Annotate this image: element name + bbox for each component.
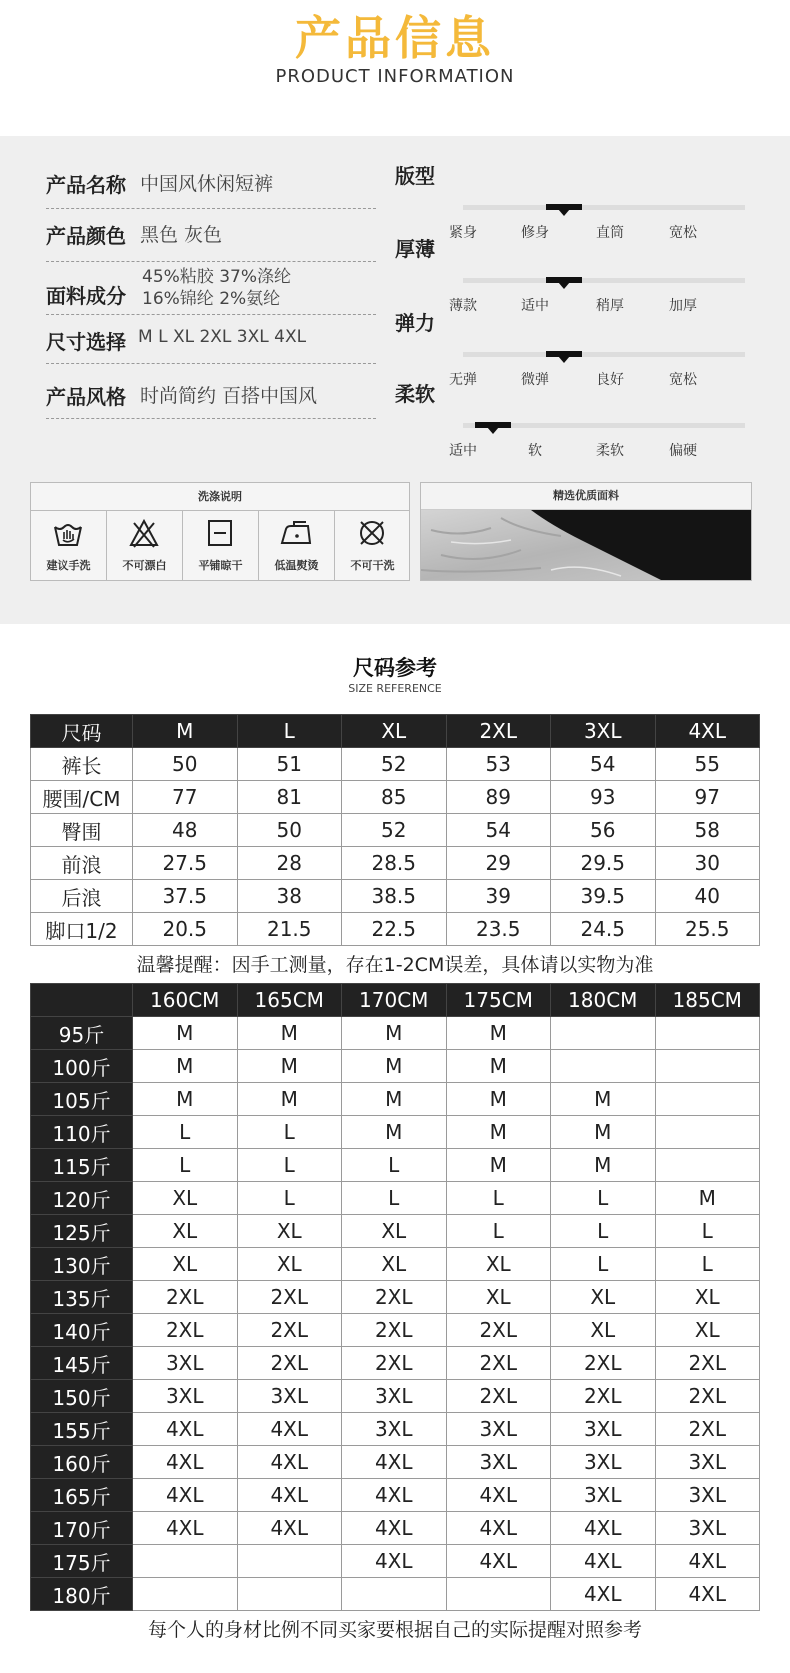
table-row [31, 1083, 760, 1116]
table-cell: L [237, 1182, 342, 1215]
table-cell: 27.5 [133, 847, 238, 880]
table-cell: 55 [655, 748, 760, 781]
table-cell: 3XL [551, 1446, 656, 1479]
table-cell [342, 1578, 447, 1611]
table-cell: 4XL [133, 1512, 238, 1545]
table-row [31, 1314, 760, 1347]
table-cell: 3XL [551, 1413, 656, 1446]
table-cell: 3XL [655, 1446, 760, 1479]
washing-title: 洗涤说明 [31, 483, 409, 511]
scale-label: 适中 [521, 298, 549, 314]
scale-softness [395, 378, 755, 459]
attr-key: 面料成分 [46, 284, 126, 308]
table-cell: 4XL [342, 1446, 447, 1479]
fabric-image [421, 510, 751, 580]
row-header: 125斤 [31, 1215, 133, 1248]
table-row [31, 1149, 760, 1182]
table-cell: M [551, 1116, 656, 1149]
table-row [31, 880, 760, 913]
table-cell: 2XL [551, 1380, 656, 1413]
scale-label: 良好 [596, 372, 624, 388]
table-cell: M [133, 1083, 238, 1116]
attr-value: M L XL 2XL 3XL 4XL [138, 327, 307, 347]
table-cell: 4XL [237, 1413, 342, 1446]
table-cell [446, 1578, 551, 1611]
table-cell: 4XL [655, 1545, 760, 1578]
table-cell: 24.5 [551, 913, 656, 946]
table-cell: M [342, 1083, 447, 1116]
column-header: 160CM [133, 984, 238, 1017]
table-cell: 4XL [342, 1545, 447, 1578]
column-header: L [237, 715, 342, 748]
table-cell: 4XL [133, 1479, 238, 1512]
table-row [31, 1116, 760, 1149]
table-cell: 4XL [342, 1512, 447, 1545]
wash-label: 不可干洗 [350, 559, 395, 572]
wash-item [183, 511, 259, 580]
row-header: 脚口1/2 [31, 913, 133, 946]
table-cell: 2XL [133, 1314, 238, 1347]
row-header: 前浪 [31, 847, 133, 880]
table-cell [133, 1578, 238, 1611]
scale-track [463, 205, 745, 210]
wash-label: 建议手洗 [46, 559, 91, 572]
table-cell: 53 [446, 748, 551, 781]
row-header: 155斤 [31, 1413, 133, 1446]
table-cell: 56 [551, 814, 656, 847]
table-cell [655, 1017, 760, 1050]
scale-thickness [395, 233, 755, 314]
table-cell: 38 [237, 880, 342, 913]
scale-fit [395, 160, 755, 241]
table-cell: L [551, 1182, 656, 1215]
table-cell: M [133, 1050, 238, 1083]
table-cell: 54 [551, 748, 656, 781]
table-cell: 4XL [133, 1446, 238, 1479]
size-reference-title: 尺码参考 [353, 656, 437, 680]
table-cell: 4XL [551, 1545, 656, 1578]
table-cell: 2XL [655, 1347, 760, 1380]
table-row [31, 1380, 760, 1413]
scale-pointer [546, 277, 582, 283]
table-cell: M [342, 1116, 447, 1149]
scale-track [463, 423, 745, 428]
scale-track [463, 278, 745, 283]
table-cell: M [446, 1017, 551, 1050]
table-row [31, 913, 760, 946]
table-cell: XL [342, 1248, 447, 1281]
table-row [31, 1446, 760, 1479]
row-header: 115斤 [31, 1149, 133, 1182]
table-cell: XL [342, 1215, 447, 1248]
table-cell: 85 [342, 781, 447, 814]
table-cell: XL [446, 1281, 551, 1314]
table-cell: 4XL [237, 1512, 342, 1545]
column-header: 165CM [237, 984, 342, 1017]
column-header: 175CM [446, 984, 551, 1017]
page-subtitle: PRODUCT INFORMATION [275, 66, 515, 87]
table-cell: 39.5 [551, 880, 656, 913]
attr-value-line2: 16%锦纶 2%氨纶 [142, 289, 281, 309]
table-cell: 2XL [237, 1347, 342, 1380]
row-header: 105斤 [31, 1083, 133, 1116]
scale-name: 柔软 [395, 382, 435, 406]
row-header: 140斤 [31, 1314, 133, 1347]
table-cell: M [342, 1017, 447, 1050]
column-header: 170CM [342, 984, 447, 1017]
table-cell: 22.5 [342, 913, 447, 946]
table-cell: L [237, 1116, 342, 1149]
table-cell: 48 [133, 814, 238, 847]
table-row [31, 1182, 760, 1215]
attr-row-sizes [46, 318, 376, 364]
table-cell: M [551, 1149, 656, 1182]
table-cell: 3XL [342, 1380, 447, 1413]
table-cell: 52 [342, 748, 447, 781]
attr-value-line1: 45%粘胶 37%涤纶 [142, 267, 291, 287]
table-cell: 28.5 [342, 847, 447, 880]
row-header: 后浪 [31, 880, 133, 913]
attr-key: 产品名称 [46, 173, 126, 197]
hand-wash-icon [52, 517, 84, 549]
wash-label: 低温熨烫 [274, 559, 319, 572]
table-cell: 4XL [446, 1479, 551, 1512]
table-cell: 3XL [446, 1446, 551, 1479]
table-cell: 4XL [551, 1578, 656, 1611]
row-header: 150斤 [31, 1380, 133, 1413]
table-cell: L [237, 1149, 342, 1182]
scale-label: 修身 [521, 225, 549, 241]
table-cell [237, 1545, 342, 1578]
table-cell: 4XL [446, 1545, 551, 1578]
table-cell: L [133, 1116, 238, 1149]
scale-label: 微弹 [521, 372, 549, 388]
table-cell: 2XL [342, 1281, 447, 1314]
table-cell [237, 1578, 342, 1611]
scale-label: 无弹 [449, 372, 477, 388]
scale-label: 稍厚 [596, 298, 624, 314]
table-row [31, 1479, 760, 1512]
table-cell: 3XL [342, 1413, 447, 1446]
table-row [31, 781, 760, 814]
table-cell: 50 [133, 748, 238, 781]
attr-row-style [46, 371, 376, 419]
table-cell: XL [237, 1215, 342, 1248]
table-cell: L [342, 1149, 447, 1182]
table-header-row [31, 715, 760, 748]
scale-label: 宽松 [669, 372, 697, 388]
table-cell: 2XL [237, 1281, 342, 1314]
attr-value: 黑色 灰色 [140, 224, 223, 246]
row-header: 170斤 [31, 1512, 133, 1545]
table-cell: XL [551, 1281, 656, 1314]
row-header: 130斤 [31, 1248, 133, 1281]
row-header: 臀围 [31, 814, 133, 847]
table-row [31, 1413, 760, 1446]
table-cell: 2XL [655, 1413, 760, 1446]
scale-label: 紧身 [449, 225, 477, 241]
attr-key: 产品风格 [46, 385, 126, 409]
table-cell: M [237, 1017, 342, 1050]
scale-track [463, 352, 745, 357]
table-cell: 3XL [133, 1380, 238, 1413]
table-row [31, 1347, 760, 1380]
table-cell: M [237, 1083, 342, 1116]
table-row [31, 1578, 760, 1611]
table-cell: M [446, 1050, 551, 1083]
table-cell: 3XL [446, 1413, 551, 1446]
column-header: 2XL [446, 715, 551, 748]
table-cell: 4XL [133, 1413, 238, 1446]
table-cell [655, 1149, 760, 1182]
table-cell: 39 [446, 880, 551, 913]
table-cell [655, 1050, 760, 1083]
table-cell: M [446, 1149, 551, 1182]
scale-label: 适中 [449, 443, 477, 459]
scale-elasticity [395, 307, 755, 388]
column-header: 180CM [551, 984, 656, 1017]
table-row [31, 814, 760, 847]
column-header: 3XL [551, 715, 656, 748]
table-cell: 2XL [237, 1314, 342, 1347]
scale-label: 直筒 [596, 225, 624, 241]
wash-item [335, 511, 410, 580]
size-note: 温馨提醒：因手工测量，存在1-2CM误差，具体请以实物为准 [136, 954, 654, 976]
column-header: 尺码 [31, 715, 133, 748]
scale-label: 柔软 [596, 443, 624, 459]
scale-label: 薄款 [449, 298, 477, 314]
table-cell: 3XL [133, 1347, 238, 1380]
wash-label: 不可漂白 [122, 559, 167, 572]
table-row [31, 1248, 760, 1281]
table-cell [551, 1050, 656, 1083]
column-header: M [133, 715, 238, 748]
recommendation-table [30, 983, 760, 1611]
table-row [31, 1545, 760, 1578]
table-cell: XL [133, 1248, 238, 1281]
wash-item [107, 511, 183, 580]
table-cell: 3XL [237, 1380, 342, 1413]
table-cell [551, 1017, 656, 1050]
table-cell: 30 [655, 847, 760, 880]
table-cell: M [446, 1116, 551, 1149]
table-cell: 52 [342, 814, 447, 847]
table-cell: 93 [551, 781, 656, 814]
table-cell: 2XL [655, 1380, 760, 1413]
table-cell: 4XL [237, 1446, 342, 1479]
table-cell: XL [133, 1215, 238, 1248]
scale-pointer [546, 351, 582, 357]
table-row [31, 1281, 760, 1314]
table-header-row [31, 984, 760, 1017]
flat-dry-icon [204, 517, 236, 549]
row-header: 180斤 [31, 1578, 133, 1611]
table-cell: 50 [237, 814, 342, 847]
table-cell: 37.5 [133, 880, 238, 913]
row-header: 175斤 [31, 1545, 133, 1578]
row-header: 腰围/CM [31, 781, 133, 814]
table-cell: 20.5 [133, 913, 238, 946]
row-header: 95斤 [31, 1017, 133, 1050]
fabric-panel [420, 482, 752, 581]
page-title: 产品信息 [295, 11, 495, 65]
table-cell: L [551, 1215, 656, 1248]
wash-label: 平铺晾干 [198, 559, 243, 572]
table-cell: 2XL [551, 1347, 656, 1380]
scale-label: 加厚 [669, 298, 697, 314]
row-header: 110斤 [31, 1116, 133, 1149]
table-cell: 25.5 [655, 913, 760, 946]
table-cell: XL [237, 1248, 342, 1281]
column-header: XL [342, 715, 447, 748]
table-cell: 4XL [446, 1512, 551, 1545]
table-cell [133, 1545, 238, 1578]
table-row [31, 748, 760, 781]
table-cell: 29.5 [551, 847, 656, 880]
column-header: 4XL [655, 715, 760, 748]
scale-name: 弹力 [395, 311, 435, 335]
scale-pointer [546, 204, 582, 210]
table-cell: 3XL [655, 1512, 760, 1545]
attr-row-name [46, 161, 376, 209]
scale-pointer [475, 422, 511, 428]
washing-instructions [30, 482, 410, 581]
low-iron-icon [280, 517, 312, 549]
table-cell: 3XL [655, 1479, 760, 1512]
attr-value: 时尚简约 百搭中国风 [140, 385, 318, 407]
table-cell: 77 [133, 781, 238, 814]
row-header: 100斤 [31, 1050, 133, 1083]
table-cell: M [446, 1083, 551, 1116]
corner-cell [31, 984, 133, 1017]
attr-row-color [46, 214, 376, 262]
table-cell: M [551, 1083, 656, 1116]
table-cell: M [655, 1182, 760, 1215]
fabric-title: 精选优质面料 [421, 483, 751, 510]
attr-row-fabric [46, 266, 376, 315]
table-cell: XL [655, 1314, 760, 1347]
table-cell: L [342, 1182, 447, 1215]
table-cell: L [133, 1149, 238, 1182]
table-cell: 28 [237, 847, 342, 880]
table-cell [655, 1083, 760, 1116]
scale-label: 软 [528, 443, 542, 459]
recommendation-note: 每个人的身材比例不同买家要根据自己的实际提醒对照参考 [147, 1619, 642, 1641]
table-cell: 4XL [655, 1578, 760, 1611]
scale-label: 偏硬 [669, 443, 697, 459]
table-cell: L [446, 1182, 551, 1215]
table-cell: 2XL [342, 1347, 447, 1380]
row-header: 裤长 [31, 748, 133, 781]
attr-value: 中国风休闲短裤 [140, 173, 274, 195]
table-cell: 2XL [446, 1314, 551, 1347]
table-cell: 58 [655, 814, 760, 847]
table-cell: L [551, 1248, 656, 1281]
table-cell: 40 [655, 880, 760, 913]
table-cell: 2XL [133, 1281, 238, 1314]
table-row [31, 1017, 760, 1050]
table-cell: 2XL [342, 1314, 447, 1347]
size-reference-subtitle: SIZE REFERENCE [348, 682, 442, 695]
table-cell: 2XL [446, 1347, 551, 1380]
row-header: 160斤 [31, 1446, 133, 1479]
no-dry-clean-icon [356, 517, 388, 549]
table-row [31, 1215, 760, 1248]
attr-key: 产品颜色 [46, 224, 126, 248]
scale-name: 厚薄 [395, 237, 435, 261]
table-cell: L [655, 1248, 760, 1281]
table-row [31, 1512, 760, 1545]
table-row [31, 1050, 760, 1083]
table-cell [655, 1116, 760, 1149]
table-cell: 2XL [446, 1380, 551, 1413]
table-cell: M [133, 1017, 238, 1050]
table-row [31, 847, 760, 880]
table-cell: 89 [446, 781, 551, 814]
size-table [30, 714, 760, 946]
table-cell: 21.5 [237, 913, 342, 946]
row-header: 120斤 [31, 1182, 133, 1215]
table-cell: 51 [237, 748, 342, 781]
row-header: 135斤 [31, 1281, 133, 1314]
table-cell: 81 [237, 781, 342, 814]
table-cell: 54 [446, 814, 551, 847]
table-cell: 4XL [551, 1512, 656, 1545]
scale-name: 版型 [395, 164, 435, 188]
table-cell: L [655, 1215, 760, 1248]
table-cell: 23.5 [446, 913, 551, 946]
row-header: 145斤 [31, 1347, 133, 1380]
table-cell: XL [133, 1182, 238, 1215]
table-cell: 38.5 [342, 880, 447, 913]
table-cell: XL [551, 1314, 656, 1347]
table-cell: M [237, 1050, 342, 1083]
table-cell: 4XL [342, 1479, 447, 1512]
scale-label: 宽松 [669, 225, 697, 241]
table-cell: L [446, 1215, 551, 1248]
table-cell: 29 [446, 847, 551, 880]
no-bleach-icon [128, 517, 160, 549]
table-cell: 4XL [237, 1479, 342, 1512]
table-cell: XL [655, 1281, 760, 1314]
table-cell: 3XL [551, 1479, 656, 1512]
table-cell: 97 [655, 781, 760, 814]
wash-item [31, 511, 107, 580]
table-cell: XL [446, 1248, 551, 1281]
attr-key: 尺寸选择 [46, 330, 126, 354]
row-header: 165斤 [31, 1479, 133, 1512]
wash-item [259, 511, 335, 580]
column-header: 185CM [655, 984, 760, 1017]
table-cell: M [342, 1050, 447, 1083]
